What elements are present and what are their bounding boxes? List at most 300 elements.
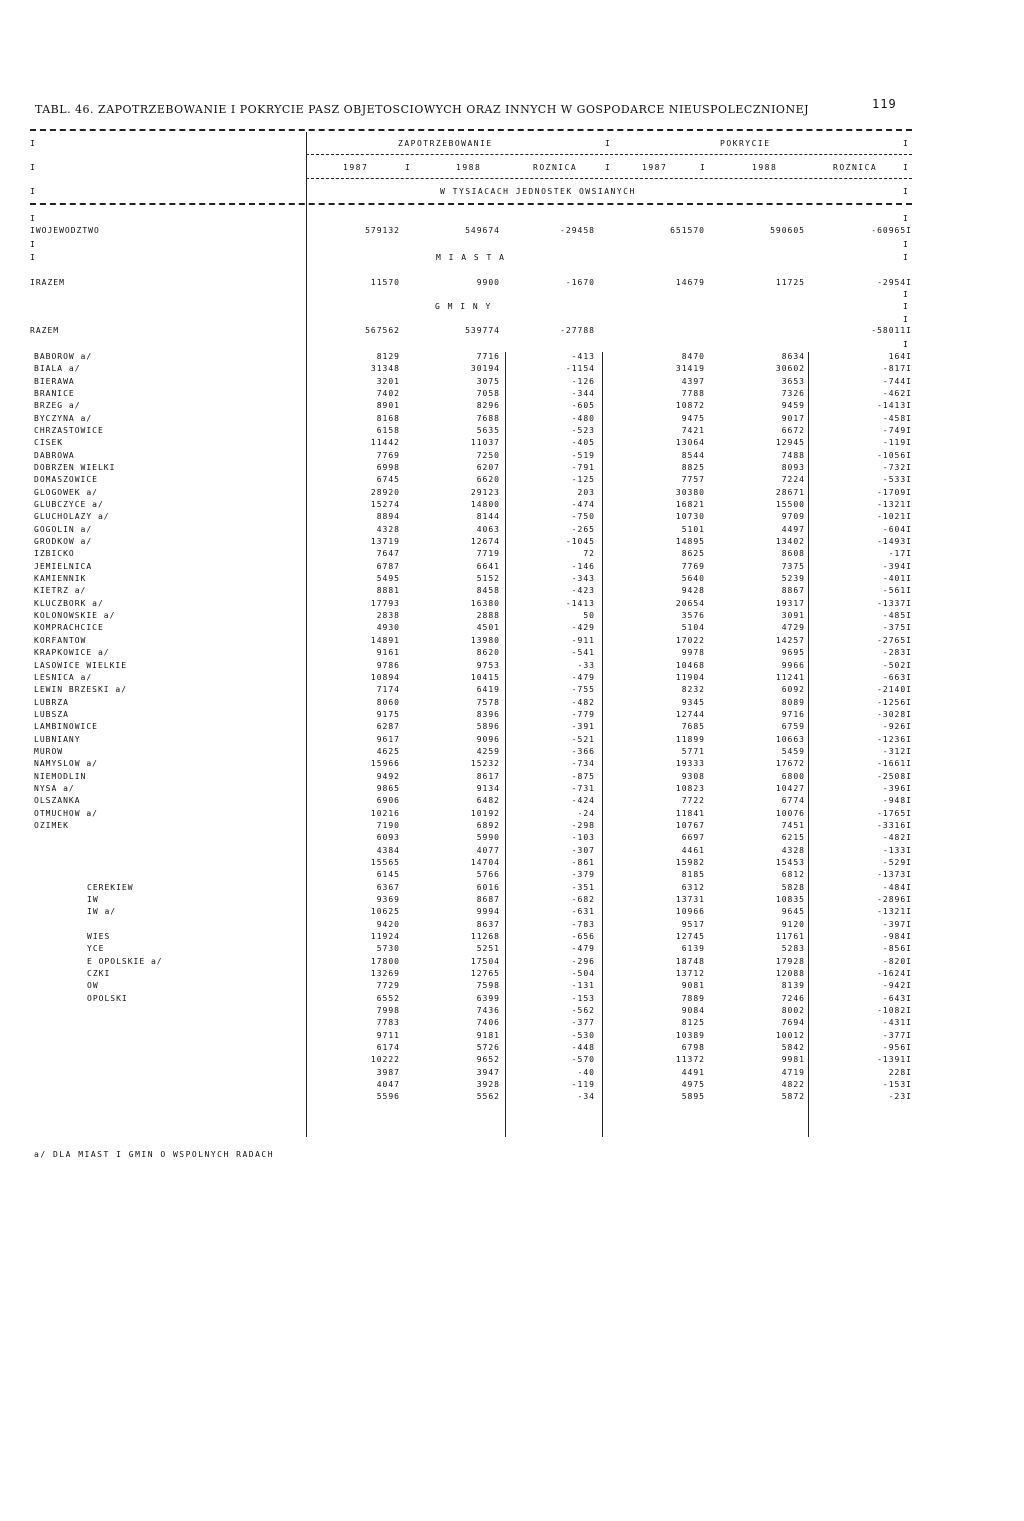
row-label: GLOGOWEK a/ bbox=[34, 488, 98, 497]
cell-value: 9084 bbox=[681, 1006, 705, 1015]
row-label: BIERAWA bbox=[34, 377, 75, 386]
row-label: DOMASZOWICE bbox=[34, 475, 98, 484]
cell-value: -366 bbox=[571, 747, 595, 756]
row-label-gminy-razem: RAZEM bbox=[30, 326, 60, 335]
cell-value: -656 bbox=[571, 932, 595, 941]
cell-value: 5771 bbox=[681, 747, 705, 756]
cell-value: 8396 bbox=[476, 710, 500, 719]
row-label: LASOWICE WIELKIE bbox=[34, 661, 128, 670]
cell-value: 6139 bbox=[681, 944, 705, 953]
column-divider bbox=[505, 352, 506, 1137]
footnote: a/ DLA MIAST I GMIN O WSPOLNYCH RADACH bbox=[34, 1150, 275, 1159]
cell-value: -103 bbox=[571, 833, 595, 842]
cell-value: 11442 bbox=[370, 438, 400, 447]
cell-value: 14800 bbox=[470, 500, 500, 509]
cell-value: 7757 bbox=[681, 475, 705, 484]
cell-value: -126 bbox=[571, 377, 595, 386]
cell-value: -926I bbox=[882, 722, 912, 731]
cell-value: 6800 bbox=[781, 772, 805, 781]
cell-value: 14895 bbox=[675, 537, 705, 546]
cell-value: -1321I bbox=[877, 907, 912, 916]
cell-value: -482 bbox=[571, 698, 595, 707]
cell-value: 10823 bbox=[675, 784, 705, 793]
row-label: OZIMEK bbox=[34, 821, 69, 830]
cell-value: 5828 bbox=[781, 883, 805, 892]
cell-value: 4461 bbox=[681, 846, 705, 855]
cell-value: 15500 bbox=[775, 500, 805, 509]
cell-value: -480 bbox=[571, 414, 595, 423]
cell-value: 14704 bbox=[470, 858, 500, 867]
cell-value: 3987 bbox=[376, 1068, 400, 1077]
cell-value: 11725 bbox=[775, 278, 805, 287]
cell-value: 228I bbox=[888, 1068, 912, 1077]
cell-value: 7058 bbox=[476, 389, 500, 398]
cell-value: -33 bbox=[577, 661, 595, 670]
cell-value: -23I bbox=[888, 1092, 912, 1101]
cell-value: -429 bbox=[571, 623, 595, 632]
header-1988-pok: 1988 bbox=[752, 163, 778, 172]
cell-value: 10625 bbox=[370, 907, 400, 916]
cell-value: 11841 bbox=[675, 809, 705, 818]
cell-value: 7998 bbox=[376, 1006, 400, 1015]
border-marker: I bbox=[30, 240, 37, 249]
cell-value: -791 bbox=[571, 463, 595, 472]
cell-value: -312I bbox=[882, 747, 912, 756]
cell-value: 6207 bbox=[476, 463, 500, 472]
cell-value: 9900 bbox=[476, 278, 500, 287]
cell-value: 6174 bbox=[376, 1043, 400, 1052]
cell-value: 7246 bbox=[781, 994, 805, 1003]
cell-value: 6312 bbox=[681, 883, 705, 892]
cell-value: -1154 bbox=[565, 364, 595, 373]
cell-value: 539774 bbox=[465, 326, 500, 335]
cell-value: -296 bbox=[571, 957, 595, 966]
cell-value: -1493I bbox=[877, 537, 912, 546]
cell-value: -27788 bbox=[560, 326, 595, 335]
row-label: OW bbox=[87, 981, 99, 990]
border-marker: I bbox=[903, 214, 910, 223]
cell-value: -1709I bbox=[877, 488, 912, 497]
cell-value: 10427 bbox=[775, 784, 805, 793]
cell-value: 12765 bbox=[470, 969, 500, 978]
cell-value: 8185 bbox=[681, 870, 705, 879]
row-label-miasta-razem: IRAZEM bbox=[30, 278, 65, 287]
cell-value: 549674 bbox=[465, 226, 500, 235]
cell-value: -396I bbox=[882, 784, 912, 793]
cell-value: 5640 bbox=[681, 574, 705, 583]
cell-value: 15232 bbox=[470, 759, 500, 768]
cell-value: 8634 bbox=[781, 352, 805, 361]
border-marker: I bbox=[903, 187, 910, 196]
border-marker: I bbox=[903, 240, 910, 249]
cell-value: 9308 bbox=[681, 772, 705, 781]
cell-value: 4930 bbox=[376, 623, 400, 632]
cell-value: -523 bbox=[571, 426, 595, 435]
cell-value: 10012 bbox=[775, 1031, 805, 1040]
row-label: LESNICA a/ bbox=[34, 673, 93, 682]
row-label: BABOROW a/ bbox=[34, 352, 93, 361]
cell-value: -734 bbox=[571, 759, 595, 768]
row-label: GOGOLIN a/ bbox=[34, 525, 93, 534]
cell-value: 6399 bbox=[476, 994, 500, 1003]
cell-value: -1661I bbox=[877, 759, 912, 768]
cell-value: 10894 bbox=[370, 673, 400, 682]
row-label: KLUCZBORK a/ bbox=[34, 599, 104, 608]
row-label: YCE bbox=[87, 944, 105, 953]
cell-value: 5872 bbox=[781, 1092, 805, 1101]
border-marker: I bbox=[903, 290, 910, 299]
row-label: NIEMODLIN bbox=[34, 772, 87, 781]
cell-value: -533I bbox=[882, 475, 912, 484]
cell-value: 8139 bbox=[781, 981, 805, 990]
cell-value: -911 bbox=[571, 636, 595, 645]
cell-value: 15274 bbox=[370, 500, 400, 509]
cell-value: 17022 bbox=[675, 636, 705, 645]
cell-value: -479 bbox=[571, 673, 595, 682]
cell-value: 9981 bbox=[781, 1055, 805, 1064]
cell-value: 12945 bbox=[775, 438, 805, 447]
cell-value: 6906 bbox=[376, 796, 400, 805]
cell-value: -146 bbox=[571, 562, 595, 571]
cell-value: 20654 bbox=[675, 599, 705, 608]
header-roznica-zap: ROZNICA bbox=[533, 163, 578, 172]
cell-value: 9017 bbox=[781, 414, 805, 423]
cell-value: 5730 bbox=[376, 944, 400, 953]
row-label: CEREKIEW bbox=[87, 883, 134, 892]
cell-value: -125 bbox=[571, 475, 595, 484]
cell-value: 6367 bbox=[376, 883, 400, 892]
cell-value: -377 bbox=[571, 1018, 595, 1027]
border-marker: I bbox=[30, 187, 37, 196]
cell-value: 11268 bbox=[470, 932, 500, 941]
page-number: 119 bbox=[872, 97, 897, 111]
cell-value: 4077 bbox=[476, 846, 500, 855]
cell-value: -817I bbox=[882, 364, 912, 373]
cell-value: 7174 bbox=[376, 685, 400, 694]
cell-value: 12088 bbox=[775, 969, 805, 978]
cell-value: 9369 bbox=[376, 895, 400, 904]
cell-value: 8168 bbox=[376, 414, 400, 423]
border-marker: I bbox=[903, 139, 910, 148]
cell-value: 6998 bbox=[376, 463, 400, 472]
cell-value: 7716 bbox=[476, 352, 500, 361]
cell-value: 13712 bbox=[675, 969, 705, 978]
cell-value: 4975 bbox=[681, 1080, 705, 1089]
cell-value: 16821 bbox=[675, 500, 705, 509]
cell-value: 15565 bbox=[370, 858, 400, 867]
cell-value: -40 bbox=[577, 1068, 595, 1077]
cell-value: -1045 bbox=[565, 537, 595, 546]
row-label: OLSZANKA bbox=[34, 796, 81, 805]
cell-value: 7190 bbox=[376, 821, 400, 830]
cell-value: 11899 bbox=[675, 735, 705, 744]
border-marker: I bbox=[605, 139, 612, 148]
cell-value: 13064 bbox=[675, 438, 705, 447]
cell-value: 11241 bbox=[775, 673, 805, 682]
cell-value: 651570 bbox=[670, 226, 705, 235]
cell-value: -405 bbox=[571, 438, 595, 447]
cell-value: 14891 bbox=[370, 636, 400, 645]
cell-value: -1321I bbox=[877, 500, 912, 509]
cell-value: 8089 bbox=[781, 698, 805, 707]
border-marker: I bbox=[903, 163, 910, 172]
cell-value: -561I bbox=[882, 586, 912, 595]
cell-value: -861 bbox=[571, 858, 595, 867]
cell-value: 10663 bbox=[775, 735, 805, 744]
cell-value: 203 bbox=[577, 488, 595, 497]
cell-value: 5283 bbox=[781, 944, 805, 953]
cell-value: -1021I bbox=[877, 512, 912, 521]
cell-value: 3091 bbox=[781, 611, 805, 620]
cell-value: -474 bbox=[571, 500, 595, 509]
cell-value: 6745 bbox=[376, 475, 400, 484]
cell-value: 4501 bbox=[476, 623, 500, 632]
row-label: JEMIELNICA bbox=[34, 562, 93, 571]
cell-value: -448 bbox=[571, 1043, 595, 1052]
cell-value: 3075 bbox=[476, 377, 500, 386]
cell-value: 9753 bbox=[476, 661, 500, 670]
cell-value: 13269 bbox=[370, 969, 400, 978]
cell-value: -1413 bbox=[565, 599, 595, 608]
cell-value: 6774 bbox=[781, 796, 805, 805]
cell-value: -541 bbox=[571, 648, 595, 657]
cell-value: -343 bbox=[571, 574, 595, 583]
cell-value: 5895 bbox=[681, 1092, 705, 1101]
row-label: CZKI bbox=[87, 969, 111, 978]
cell-value: 6787 bbox=[376, 562, 400, 571]
cell-value: 6215 bbox=[781, 833, 805, 842]
cell-value: 5459 bbox=[781, 747, 805, 756]
cell-value: -2508I bbox=[877, 772, 912, 781]
cell-value: 567562 bbox=[365, 326, 400, 335]
cell-value: 7788 bbox=[681, 389, 705, 398]
row-label: OTMUCHOW a/ bbox=[34, 809, 98, 818]
cell-value: -755 bbox=[571, 685, 595, 694]
cell-value: -379 bbox=[571, 870, 595, 879]
cell-value: 8894 bbox=[376, 512, 400, 521]
row-label: NYSA a/ bbox=[34, 784, 75, 793]
cell-value: -265 bbox=[571, 525, 595, 534]
row-label: KAMIENNIK bbox=[34, 574, 87, 583]
cell-value: 7326 bbox=[781, 389, 805, 398]
cell-value: 31419 bbox=[675, 364, 705, 373]
cell-value: -298 bbox=[571, 821, 595, 830]
cell-value: -750 bbox=[571, 512, 595, 521]
cell-value: 9096 bbox=[476, 735, 500, 744]
row-label: KRAPKOWICE a/ bbox=[34, 648, 110, 657]
cell-value: -948I bbox=[882, 796, 912, 805]
cell-value: 9786 bbox=[376, 661, 400, 670]
cell-value: -119 bbox=[571, 1080, 595, 1089]
cell-value: 9716 bbox=[781, 710, 805, 719]
cell-value: 10835 bbox=[775, 895, 805, 904]
cell-value: 6287 bbox=[376, 722, 400, 731]
cell-value: -820I bbox=[882, 957, 912, 966]
header-zapotrzebowanie: ZAPOTRZEBOWANIE bbox=[398, 139, 493, 148]
cell-value: 7688 bbox=[476, 414, 500, 423]
cell-value: -401I bbox=[882, 574, 912, 583]
cell-value: 17672 bbox=[775, 759, 805, 768]
cell-value: 7769 bbox=[376, 451, 400, 460]
cell-value: -307 bbox=[571, 846, 595, 855]
cell-value: 7375 bbox=[781, 562, 805, 571]
cell-value: 7783 bbox=[376, 1018, 400, 1027]
cell-value: 28920 bbox=[370, 488, 400, 497]
cell-value: 7421 bbox=[681, 426, 705, 435]
cell-value: 10415 bbox=[470, 673, 500, 682]
cell-value: 9134 bbox=[476, 784, 500, 793]
cell-value: 8125 bbox=[681, 1018, 705, 1027]
cell-value: 164I bbox=[888, 352, 912, 361]
cell-value: 6419 bbox=[476, 685, 500, 694]
border-marker: I bbox=[605, 163, 612, 172]
cell-value: -1624I bbox=[877, 969, 912, 978]
row-label: KOMPRACHCICE bbox=[34, 623, 104, 632]
header-1987-pok: 1987 bbox=[642, 163, 668, 172]
cell-value: 8093 bbox=[781, 463, 805, 472]
cell-value: 12745 bbox=[675, 932, 705, 941]
row-label: NAMYSLOW a/ bbox=[34, 759, 98, 768]
row-label: GRODKOW a/ bbox=[34, 537, 93, 546]
cell-value: 6093 bbox=[376, 833, 400, 842]
cell-value: 10872 bbox=[675, 401, 705, 410]
cell-value: 4397 bbox=[681, 377, 705, 386]
cell-value: -682 bbox=[571, 895, 595, 904]
cell-value: 13402 bbox=[775, 537, 805, 546]
cell-value: 13980 bbox=[470, 636, 500, 645]
cell-value: 50 bbox=[583, 611, 595, 620]
cell-value: 5990 bbox=[476, 833, 500, 842]
cell-value: -1082I bbox=[877, 1006, 912, 1015]
cell-value: 6641 bbox=[476, 562, 500, 571]
cell-value: 9120 bbox=[781, 920, 805, 929]
cell-value: 2888 bbox=[476, 611, 500, 620]
cell-value: 9428 bbox=[681, 586, 705, 595]
row-label: E OPOLSKIE a/ bbox=[87, 957, 163, 966]
cell-value: -2140I bbox=[877, 685, 912, 694]
cell-value: 7224 bbox=[781, 475, 805, 484]
cell-value: 4625 bbox=[376, 747, 400, 756]
row-label: KORFANTOW bbox=[34, 636, 87, 645]
cell-value: -984I bbox=[882, 932, 912, 941]
cell-value: 11904 bbox=[675, 673, 705, 682]
cell-value: 19333 bbox=[675, 759, 705, 768]
cell-value: 7889 bbox=[681, 994, 705, 1003]
cell-value: 15966 bbox=[370, 759, 400, 768]
cell-value: 17793 bbox=[370, 599, 400, 608]
cell-value: 10389 bbox=[675, 1031, 705, 1040]
cell-value: 8060 bbox=[376, 698, 400, 707]
row-label: DABROWA bbox=[34, 451, 75, 460]
cell-value: 9709 bbox=[781, 512, 805, 521]
border-marker: I bbox=[903, 340, 910, 349]
cell-value: -1413I bbox=[877, 401, 912, 410]
cell-value: -749I bbox=[882, 426, 912, 435]
cell-value: -521 bbox=[571, 735, 595, 744]
cell-value: -377I bbox=[882, 1031, 912, 1040]
row-label: KIETRZ a/ bbox=[34, 586, 87, 595]
cell-value: 8458 bbox=[476, 586, 500, 595]
row-label-wojewodztwo: IWOJEWODZTWO bbox=[30, 226, 100, 235]
cell-value: 5239 bbox=[781, 574, 805, 583]
border-marker: I bbox=[405, 163, 412, 172]
cell-value: 9492 bbox=[376, 772, 400, 781]
cell-value: -391 bbox=[571, 722, 595, 731]
cell-value: 8637 bbox=[476, 920, 500, 929]
cell-value: -24 bbox=[577, 809, 595, 818]
cell-value: 5495 bbox=[376, 574, 400, 583]
cell-value: 9978 bbox=[681, 648, 705, 657]
cell-value: 5842 bbox=[781, 1043, 805, 1052]
cell-value: 10076 bbox=[775, 809, 805, 818]
cell-value: 9652 bbox=[476, 1055, 500, 1064]
cell-value: 9865 bbox=[376, 784, 400, 793]
cell-value: 9966 bbox=[781, 661, 805, 670]
row-label: BYCZYNA a/ bbox=[34, 414, 93, 423]
cell-value: 9517 bbox=[681, 920, 705, 929]
cell-value: 14679 bbox=[675, 278, 705, 287]
cell-value: 5726 bbox=[476, 1043, 500, 1052]
rule-header-1 bbox=[306, 154, 912, 155]
cell-value: -153 bbox=[571, 994, 595, 1003]
cell-value: -413 bbox=[571, 352, 595, 361]
cell-value: -529I bbox=[882, 858, 912, 867]
cell-value: 9175 bbox=[376, 710, 400, 719]
cell-value: 8144 bbox=[476, 512, 500, 521]
cell-value: -663I bbox=[882, 673, 912, 682]
cell-value: -375I bbox=[882, 623, 912, 632]
cell-value: -1765I bbox=[877, 809, 912, 818]
cell-value: -397I bbox=[882, 920, 912, 929]
cell-value: 8625 bbox=[681, 549, 705, 558]
cell-value: 29123 bbox=[470, 488, 500, 497]
cell-value: 4497 bbox=[781, 525, 805, 534]
cell-value: -153I bbox=[882, 1080, 912, 1089]
cell-value: -424 bbox=[571, 796, 595, 805]
cell-value: 7488 bbox=[781, 451, 805, 460]
cell-value: 10222 bbox=[370, 1055, 400, 1064]
border-marker: I bbox=[30, 163, 37, 172]
cell-value: 14257 bbox=[775, 636, 805, 645]
cell-value: -631 bbox=[571, 907, 595, 916]
row-label: BIALA a/ bbox=[34, 364, 81, 373]
cell-value: 18748 bbox=[675, 957, 705, 966]
cell-value: 3576 bbox=[681, 611, 705, 620]
header-roznica-pok: ROZNICA bbox=[833, 163, 878, 172]
header-pokrycie: POKRYCIE bbox=[720, 139, 771, 148]
cell-value: 8881 bbox=[376, 586, 400, 595]
cell-value: 5635 bbox=[476, 426, 500, 435]
cell-value: 8544 bbox=[681, 451, 705, 460]
cell-value: 9420 bbox=[376, 920, 400, 929]
cell-value: -605 bbox=[571, 401, 595, 410]
cell-value: 8608 bbox=[781, 549, 805, 558]
cell-value: -1056I bbox=[877, 451, 912, 460]
cell-value: 30380 bbox=[675, 488, 705, 497]
cell-value: 28671 bbox=[775, 488, 805, 497]
cell-value: 3653 bbox=[781, 377, 805, 386]
cell-value: -283I bbox=[882, 648, 912, 657]
cell-value: -431I bbox=[882, 1018, 912, 1027]
cell-value: 12674 bbox=[470, 537, 500, 546]
cell-value: 6892 bbox=[476, 821, 500, 830]
cell-value: 6482 bbox=[476, 796, 500, 805]
cell-value: 7402 bbox=[376, 389, 400, 398]
row-label: LUBNIANY bbox=[34, 735, 81, 744]
cell-value: 9617 bbox=[376, 735, 400, 744]
cell-value: -504 bbox=[571, 969, 595, 978]
cell-value: 7769 bbox=[681, 562, 705, 571]
